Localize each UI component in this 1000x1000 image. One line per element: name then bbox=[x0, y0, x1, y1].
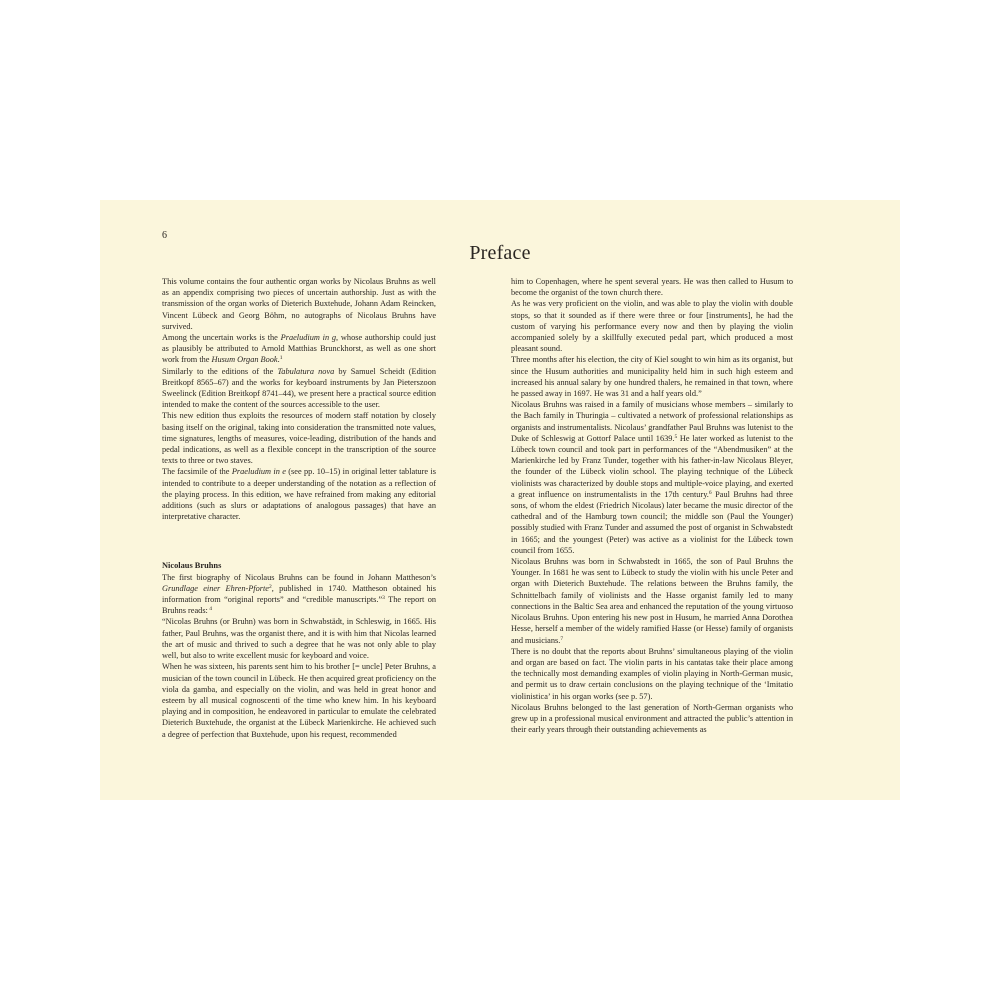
paragraph: Three months after his election, the city of Kiel sought to win him as its organist, but since the Husum authorities and municipality held him in such high esteem and increased his annual salary by one hundred thalers, he remained in that town, where he passed away in 1697. He was 31 and a half years old.” bbox=[511, 355, 793, 399]
footnote-ref: 1 bbox=[279, 355, 283, 362]
paragraph: Nicolaus Bruhns was born in Schwabstedt in 1665, the son of Paul Bruhns the Younger. In 1681 he was sent to Lübeck to study the violin with his uncle Peter and organ with Dieterich Buxtehude. The relations between the Bruhns family, the Schnittelbach family of violinists and the Hasse organist family led to many connections in the Baltic Sea area and enhanced the reputation of the young virtuoso Nicolaus Bruhns. Upon entering his new post in Husum, he married Anna Dorothea Hesse, herself a member of the widely ramified Hasse (or Hesse) family of organists and musicians.$^7$ bbox=[511, 557, 793, 645]
footnote-ref: 3 bbox=[382, 595, 385, 602]
paragraph: There is no doubt that the reports about Bruhns’ simultaneous playing of the violin and organ are based on fact. The violin parts in his cantatas take their place among the technically most demanding examples of violin playing in North-German music, and permit us to draw certain conclusions on the playing technique of the ‘Imitatio violinistica’ in his organ works (see p. 57). bbox=[511, 646, 793, 701]
paragraph: Nicolaus Bruhns belonged to the last generation of North-German organists who grew up in a professional musical environment and attracted the public’s attention in their early years through their outstanding achievements as bbox=[511, 702, 793, 735]
paragraph: This volume contains the four authentic organ works by Nicolaus Bruhns as well as an appendix comprising two pieces of uncertain authorship. Just as with the transmission of the organ works of Dieterich Buxtehude, Johann Adam Reincken, Vincent Lübeck and Georg Böhm, no autographs of Nicolaus Bruhns have survived. bbox=[162, 277, 436, 331]
paragraph: The first biography of Nicolaus Bruhns can be found in Johann Mattheson’s Grundlage einer Ehren-Pforte$^2$, published in 1740. Mattheson obtained his information from “original reports” and “credible manuscripts.”$^3$ The report on Bruhns reads: $^4$ bbox=[162, 572, 436, 616]
paragraph: Nicolaus Bruhns was raised in a family of musicians whose members – similarly to the Bach family in Thuringia – cultivated a network of professional relationships as organists and instrumentalists. Nicolaus’ grandfather Paul Bruhns was lutenist to the Duke of Schleswig at Gottorf Palace until 1639.$^5$ He later worked as lutenist to the Lübeck town council and took part in performances of the “Abendmusiken” at the Marienkirche led by Franz Tunder, together with his father-in-law Nicolaus Bleyer, the founder of the Lübeck violin school. The playing technique of the Lübeck violinists was characterized by double stops and multiple-voice playing, and exerted a great influence on instrumentalists in the 17th century.$^6$ Paul Bruhns had three sons, of whom the eldest (Friedrich Nicolaus) later became the music director of the cathedral and of the Hamburg town council; the middle son (Paul the Younger) possibly studied with Franz Tunder and assumed the post of organist in Schwabstedt in 1665; and the youngest (Peter) was active as a violinist for the Lübeck town council from 1655. bbox=[511, 400, 794, 555]
footnote-ref: 4 bbox=[207, 606, 212, 613]
paragraph: “Nicolas Bruhns (or Bruhn) was born in Schwabstädt, in Schleswig, in 1665. His father, Paul Bruhns, was the organist there, and it is with him that Nicolas learned the art of music and thrived to such a degree that he was not only able to play well, but also to write excellent music for keyboard and voice. bbox=[162, 617, 436, 661]
footnote-ref: 7 bbox=[560, 635, 564, 642]
paragraph: him to Copenhagen, where he spent several years. He was then called to Husum to become the organist of the town church there. bbox=[511, 277, 793, 298]
paragraph: As he was very proficient on the violin, and was able to play the violin with double stops, so that it sounded as if there were three or four [instruments], he had the custom of varying his performance every now and then by playing the violin accompanied solely by a skillfully executed pedal part, which produced a most pleasant sound. bbox=[511, 299, 793, 354]
footnote-ref: 2 bbox=[268, 583, 272, 590]
left-column bbox=[162, 276, 436, 740]
paragraph: Similarly to the editions of the Tabulatura nova by Samuel Scheidt (Edition Breitkopf 8565–67) and the works for keyboard instruments by Jan Pieterszoon Sweelinck (Edition Breitkopf 8741–44), we present here a practical source edition intended to make the content of the sources accessible to the user. bbox=[162, 366, 436, 410]
page-title: Preface bbox=[469, 242, 531, 264]
page-number: 6 bbox=[162, 230, 167, 241]
document-page bbox=[100, 200, 900, 800]
right-column bbox=[511, 276, 793, 735]
paragraph: This new edition thus exploits the resources of modern staff notation by closely basing itself on the original, taking into consideration the transmitted note values, time signatures, lengths of measures, voice-leading, distribution of the hands and pedal indications, as well as a flexible concept in the transcription of the source texts to three or two staves. bbox=[162, 411, 436, 466]
paragraph: When he was sixteen, his parents sent him to his brother [= uncle] Peter Bruhns, a musician of the town council in Lübeck. He then acquired great proficiency on the viola da gamba, and especially on the violin, and was held in great honor and esteem by all musical cognoscenti of the time who knew him. In his keyboard playing and in composition, he endeavored in particular to emulate the celebrated Dieterich Buxtehude, the organist at the Lübeck Marienkirche. He achieved such a degree of perfection that Buxtehude, upon his request, recommended bbox=[162, 662, 436, 739]
section-heading: Nicolaus Bruhns bbox=[162, 561, 222, 571]
paragraph: The facsimile of the Praeludium in e (see pp. 10–15) in original letter tablature is intended to contribute to a deeper understanding of the notation as a reflection of the playing process. In this edition, we have refrained from making any editorial additions (such as slurs or adaptations of analogous passages) that have an interpretative character. bbox=[162, 467, 437, 522]
footnote-ref: 5 bbox=[674, 433, 678, 440]
footnote-ref: 6 bbox=[708, 489, 712, 496]
paragraph: Among the uncertain works is the Praeludium in g, whose authorship could just as plausibly be attributed to Arnold Matthias Brunckhorst, as well as one short work from the Husum Organ Book.$^1$ bbox=[162, 333, 436, 365]
